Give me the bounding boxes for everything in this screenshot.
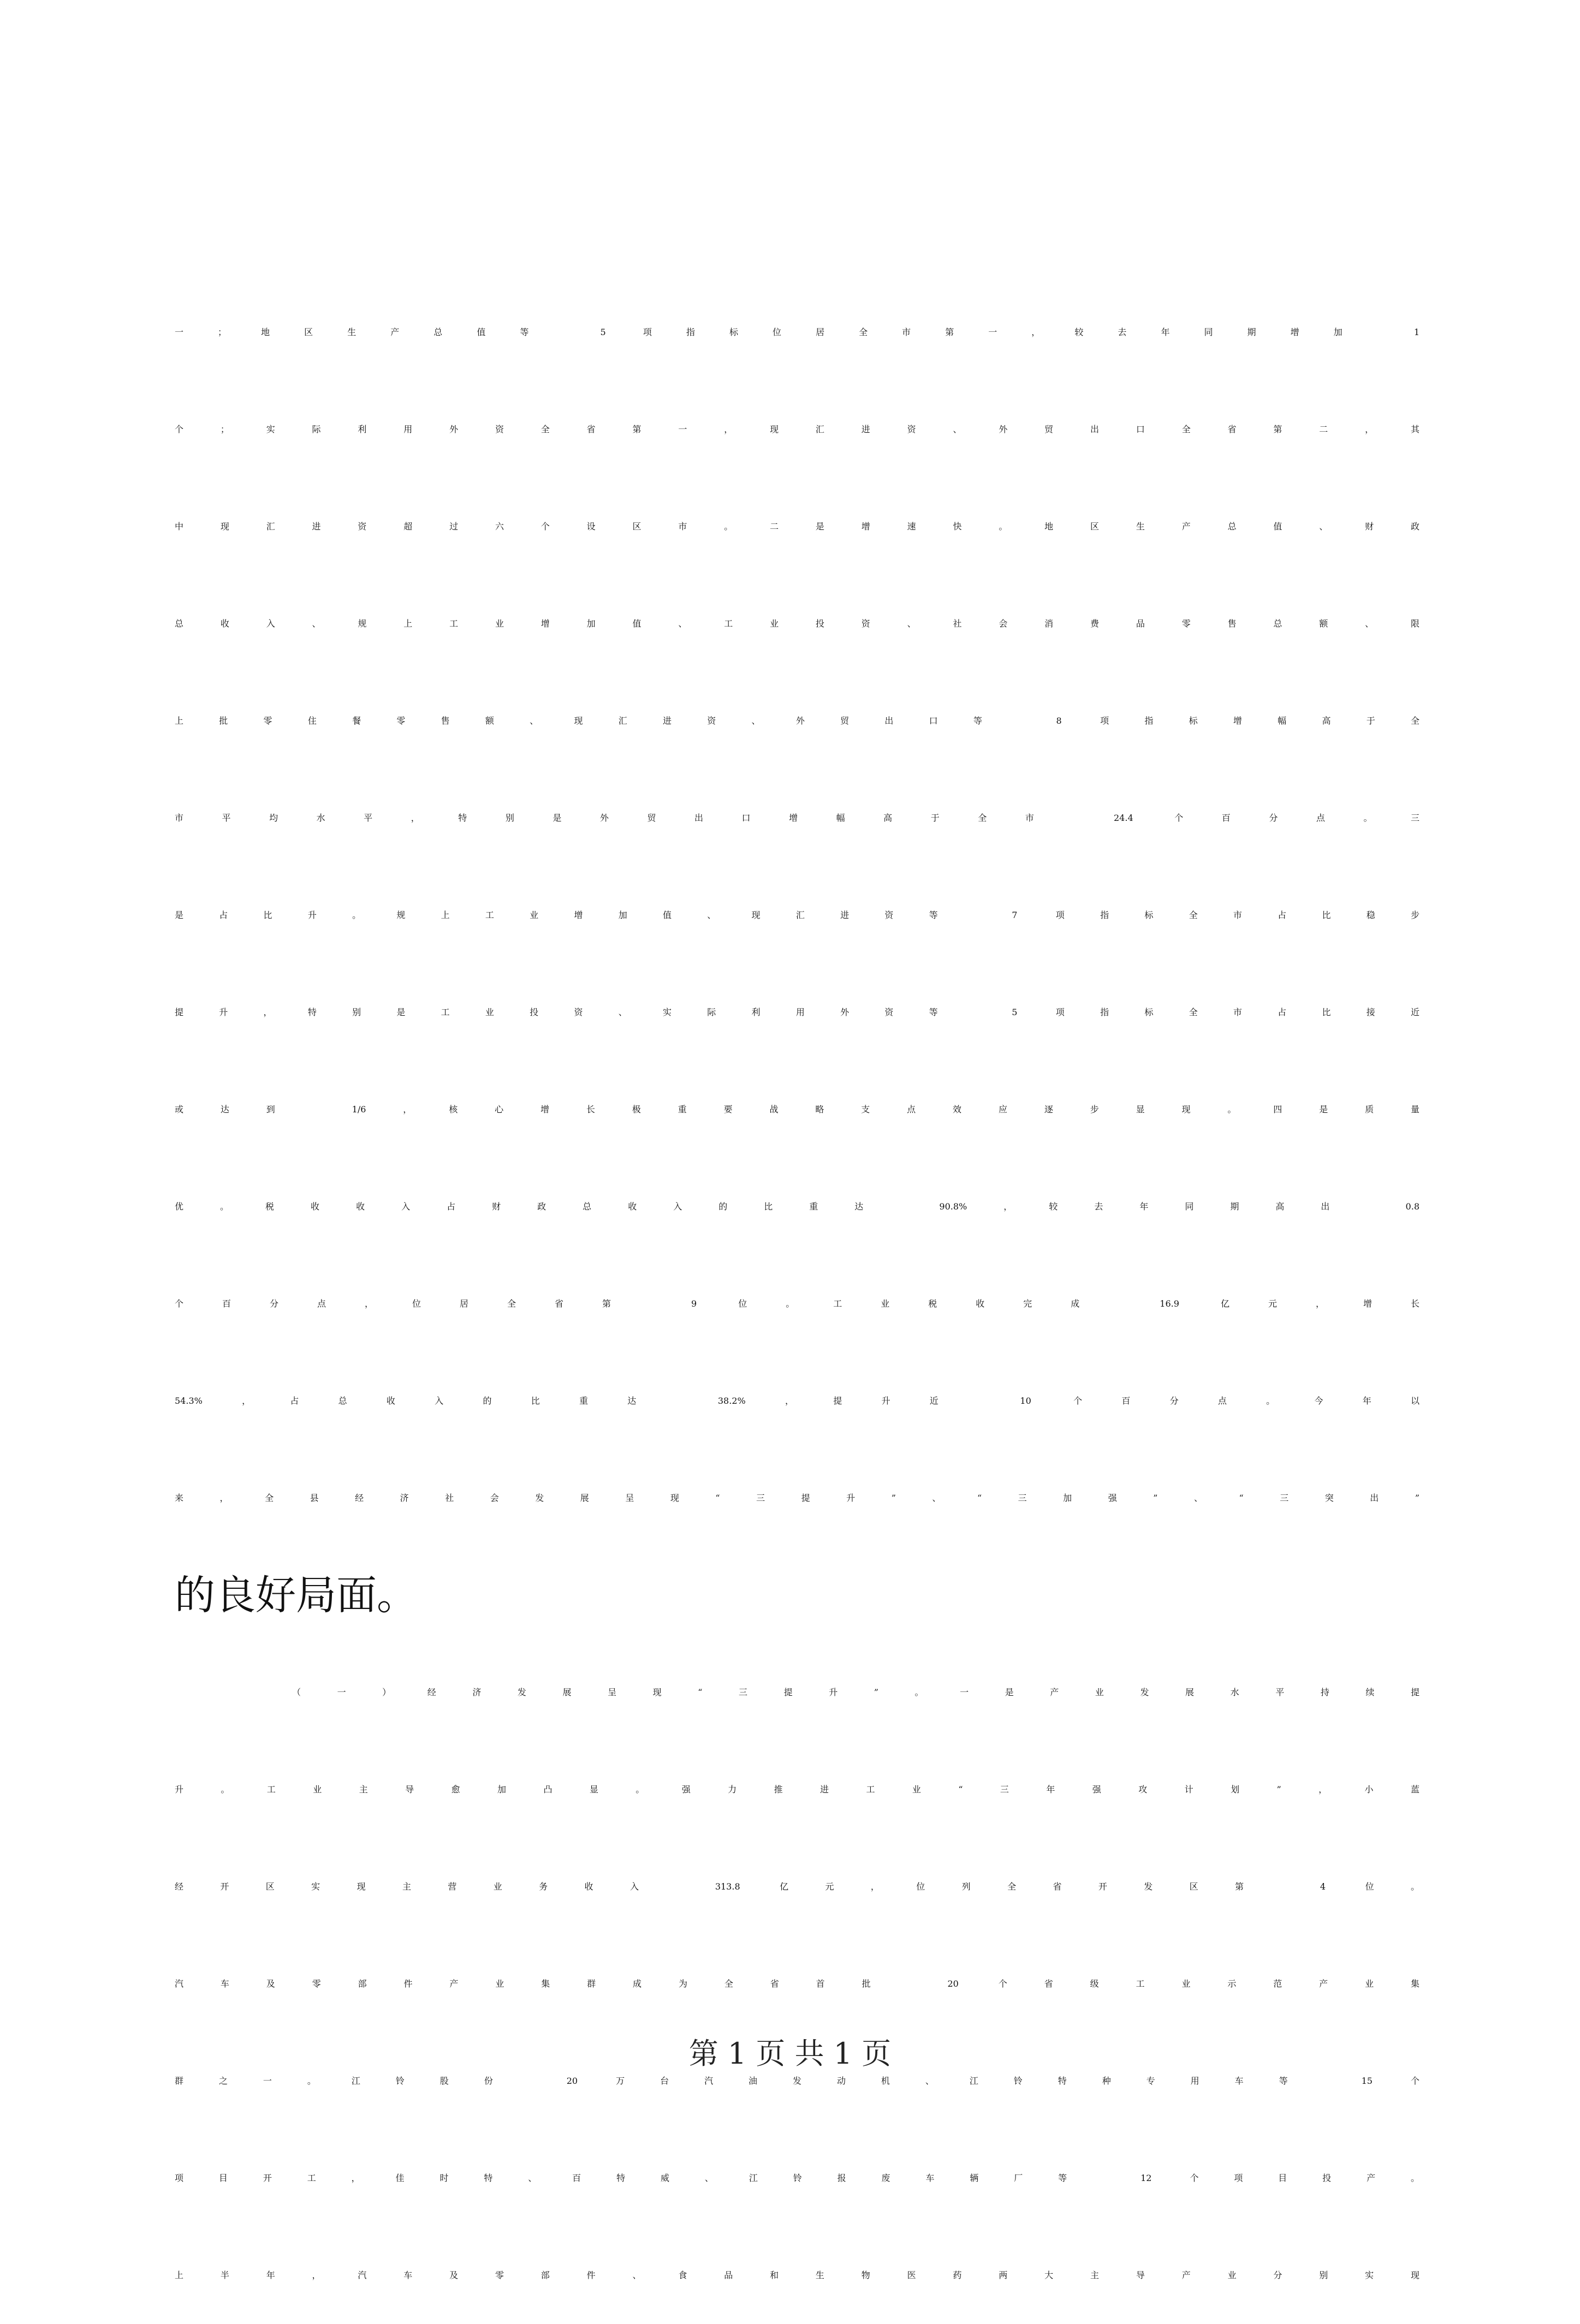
text-line: 上半年，汽车及零部件、食品和生物医药两大主导产业分别实现: [175, 2270, 1419, 2280]
text-line: 中现汇进资超过六个设区市。二是增速快。地区生产总值、财政: [175, 521, 1419, 532]
text-line: 个；实际利用外资全省第一，现汇进资、外贸出口全省第二，其: [175, 424, 1419, 434]
text-line: 来，全县经济社会发展呈现“三提升”、“三加强”、“三突出”: [175, 1493, 1419, 1503]
text-line: 经开区实现主营业务收入 313.8 亿元，位列全省开发区第 4 位。: [175, 1881, 1419, 1892]
text-line: 的良好局面。: [175, 1572, 417, 1619]
page-footer: 第 1 页 共 1 页: [688, 2036, 892, 2071]
text-line: 54.3%，占总收入的比重达 38.2%，提升近 10 个百分点。今年以: [175, 1396, 1419, 1406]
text-line: 优。税收收入占财政总收入的比重达 90.8%，较去年同期高出 0.8: [175, 1201, 1419, 1212]
document-body: [175, 284, 1419, 2324]
text-line: 市平均水平，特别是外贸出口增幅高于全市 24.4 个百分点。三: [175, 813, 1419, 823]
text-line: 上批零住餐零售额、现汇进资、外贸出口等 8 项指标增幅高于全: [175, 716, 1419, 726]
text-line: 升。工业主导愈加凸显。强力推进工业“三年强攻计划”，小蓝: [175, 1784, 1419, 1795]
text-line: 或达到 1/6，核心增长极重要战略支点效应逐步显现。四是质量: [175, 1104, 1419, 1115]
text-line: 个百分点，位居全省第 9 位。工业税收完成 16.9 亿元，增长: [175, 1298, 1419, 1309]
text-line: 是占比升。规上工业增加值、现汇进资等 7 项指标全市占比稳步: [175, 910, 1419, 920]
text-line: 总收入、规上工业增加值、工业投资、社会消费品零售总额、限: [175, 618, 1419, 629]
text-line: 项目开工，佳时特、百特威、江铃报废车辆厂等 12 个项目投产。: [175, 2173, 1419, 2183]
text-line: 群之一。江铃股份 20 万台汽油发动机、江铃特种专用车等 15 个: [175, 2076, 1419, 2086]
text-line: 提升，特别是工业投资、实际利用外资等 5 项指标全市占比接近: [175, 1007, 1419, 1017]
section-heading-line: （一）经济发展呈现“三提升”。一是产业发展水平持续提: [292, 1687, 1419, 1697]
text-line: 一；地区生产总值等 5 项指标位居全市第一，较去年同期增加 1: [175, 327, 1419, 337]
text-line: 汽车及零部件产业集群成为全省首批 20 个省级工业示范产业集: [175, 1979, 1419, 1989]
